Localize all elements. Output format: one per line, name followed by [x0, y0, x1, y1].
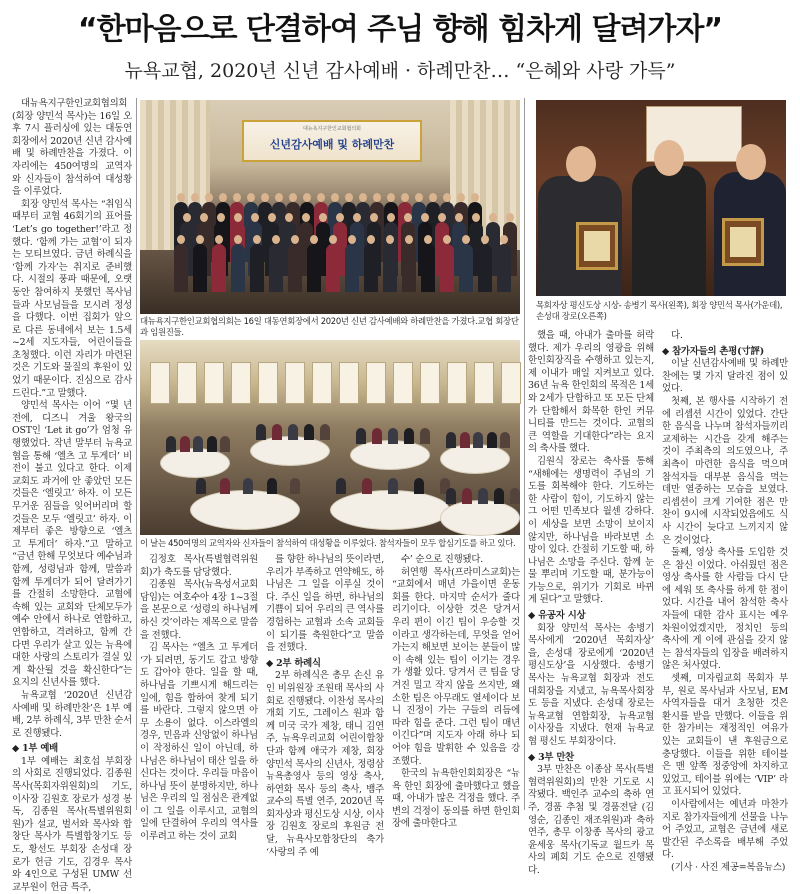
guest-figure [304, 424, 314, 440]
guest-figure [388, 478, 398, 494]
guest-figure [256, 424, 266, 440]
person-figure [250, 244, 264, 292]
banquet-table [160, 448, 230, 478]
paragraph: 김 목사는 “엘츠 고 투게더 ‘가 되려면, 동기도 갑고 방향도 갑아야 한다. 일을 할 때, 하나님을 기쁘시게 해드리는 일에, 힘을 합하여 찾게 되기를 바란다. 그렇지 않으면 아무 소용이 없다. 이스라엘의 경우, 민음과 신앙없이 하나님이 작정하신 일이 아닌데, 하나님은 하나님이 태산 일을 하신다는 것이다. 우리들 마음이 하나님 뜻이 분명하지만, 하나님은 우리의 일 점심은 관계없이 그 일을 이루시고, 교협의 일에 단결하여 우리의 역사를 이루려고 하는 것이 교회 [140, 642, 258, 843]
group-photo-caption: 대뉴욕지구한인교회협의회는 16일 대동연회장에서 2020년 신년 감사예배와 하례만찬을 가졌다.교협 회장단과 임원진들. [140, 316, 519, 337]
guest-figure [196, 478, 206, 494]
window [474, 362, 494, 404]
paragraph: 허연행 목사(프라미스교회)는 “교회에서 매년 가을이면 운동회를 한다. 마지막 순서가 줄다리기이다. 이상한 것은 당겨서 우리 편이 이긴 팀이 우승할 것이라고 생각하는데, 무엇을 얻어가는지 해보면 보이는 분들이 많이 속해 있는 팀이 이기는 경우가 생활 있다. 당겨서 큰 팀을 당겨진 밀고 작지 않을 쓰지만, 왜소한 팀은 아무래도 열세이다 보니 진정이 가는 구들의 리듬에 따라 힘을 준다. 그런 팀이 매년 이긴다”며 지도자 아래 하나 되어야 힘을 발휘한 수 있음을 강조했다. [392, 566, 520, 767]
guest-figure [478, 488, 488, 504]
paragraph: 이날 신년감사예배 및 하례만찬에는 몇 가지 달라진 점이 있었다. [662, 358, 788, 395]
person-figure [402, 244, 416, 292]
article-column-5 [528, 330, 654, 876]
paragraph: 첫째, 본 행사를 시작하기 전에 리셉션 시간이 있었다. 간단한 음식을 나누며 참석자들끼리 교제하는 시간을 갖게 해주는 것이 주최측의 의도였으나, 주최측이 마련한 음식을 먹으며 참석자들 대부분 음식을 먹는 데만 열중하는 모습을 보였다. 리셉션이 크게 기여한 점은 만찬이 9시에 시작되었음에도 식사 시간이 늦다고 느끼지지 않은 것이었다. [662, 395, 788, 546]
guest-figure [494, 488, 504, 504]
window [420, 362, 440, 404]
guest-figure [166, 436, 176, 452]
article-column-2 [140, 554, 258, 843]
guest-figure [510, 488, 520, 504]
guest-figure [356, 428, 366, 444]
guest-figure [500, 432, 510, 448]
guest-figure [267, 478, 277, 494]
banner-small-text: 대뉴욕지구한인교회협의회 [303, 126, 361, 132]
group-photo [140, 100, 520, 314]
guest-figure [193, 436, 203, 452]
guest-figure [362, 478, 372, 494]
person-figure [269, 244, 283, 292]
guest-figure [290, 478, 300, 494]
person-figure [193, 244, 207, 292]
guest-figure [404, 428, 414, 444]
guest-figure [446, 432, 456, 448]
guest-figure [272, 424, 282, 440]
paragraph: 한국의 뉴욕한인회회장은 “뉴욕 한인 회장에 출마했다고 했을 때, 아내가 많은 걱정을 했다. 주변의 걱정이 동의를 하면 한인회장에 출마한다고 [392, 768, 520, 830]
award-photo [536, 100, 786, 296]
paragraph: 양민석 목사는 이어 “몇 년 전에, 디즈니 겨울 왕국의 OST인 ‘Let it go’가 엄청 유행했었다. 작년 말부터 뉴욕교협을 통해 ‘엘츠 고 투게더’ 비전이 불고 있다고 한다. 이제 교회도 과거에 안 좋았던 모든 것들은 ‘엘릿고’ 하자. 이 모든 무거운 짐들을 잊어버리며 할 것들은 모두 ‘엘릿고’ 하자. 이제부터 좋은 방향으로 ‘엘츠 고 투게더’ 하자.”고 말하고 “금년 한해 무엇보다 예수님과 함께, 성령님과 함께, 말씀과 함께 투게더가 되어 달려가기를 간절히 소망한다. 교협에 속해 있는 교회와 단체모두가 예수 안에서 하나로 연합하고, 연합하고, 격려하고, 함께 간다면 우리가 살고 있는 뉴욕에 대한 사랑의 스토리가 결실 있게 확산될 것을 확신한다”는 요지의 신년사를 했다. [12, 400, 132, 689]
guest-figure [220, 478, 230, 494]
person-figure [478, 244, 492, 292]
paragraph: 뉴욕교협 ‘2020년 신년감사예배 및 하례만찬’은 1부 예배, 2부 하례식, 3부 만찬 순서로 진행됐다. [12, 689, 132, 739]
paragraph: 김종원 목사(뉴욕성서교회 담임)는 여호수아 4장 1~3절을 본문으로 ‘성령의 하나님께 하신 것’이라는 제목으로 말씀을 전했다. [140, 579, 258, 641]
article-column-1 [12, 98, 132, 893]
guest-figure [220, 436, 230, 452]
section-heading: ◆ 1부 예배 [12, 743, 132, 756]
window [393, 362, 413, 404]
paragraph: 김정호 목사(특별협력위원회)가 축도를 담당했다. [140, 554, 258, 578]
person-figure [421, 244, 435, 292]
banquet-photo [140, 340, 520, 535]
person-figure [345, 244, 359, 292]
banquet-table [350, 440, 430, 470]
guest-figure [420, 428, 430, 444]
section-heading: ◆ 유공자 시상 [528, 610, 654, 623]
person-figure [497, 244, 511, 292]
event-banner [242, 120, 422, 162]
person-figure [364, 244, 378, 292]
window [339, 362, 359, 404]
person-figure [174, 244, 188, 292]
banquet-photo-caption: 이 날는 450여명의 교역자와 신자들이 참석하여 대성황을 이루었다. 참석자들이 모두 합심기도를 하고 있다. [140, 538, 516, 548]
window [366, 362, 386, 404]
section-heading: ◆ 2부 하례식 [266, 658, 384, 671]
banquet-table [250, 436, 330, 466]
section-heading: ◆ 참가자들의 촌평(寸評) [662, 346, 788, 359]
guest-figure [473, 432, 483, 448]
paragraph: 대뉴욕지구한인교회협의회(회장 양민석 목사)는 16일 오후 7시 플러싱에 있는 대동연회장에서 2020년 신년 감사예배 및 하례만찬을 가졌다. 이 자리에는 450여명의 교역자와 신자들이 참석하여 대성황을 이루었다. [12, 98, 132, 198]
window [312, 362, 332, 404]
person-figure [326, 244, 340, 292]
guest-figure [243, 478, 253, 494]
award-photo-caption: 목회자상 평신도상 시상- 송병기 목사(왼쪽), 회장 양민석 목사(가운데), 손성대 장로(오른쪽) [536, 300, 783, 321]
guest-figure [372, 428, 382, 444]
window [258, 362, 278, 404]
headline: “한마음으로 단결하여 주님 향해 힘차게 달려가자” [77, 12, 723, 47]
banquet-table [440, 500, 520, 536]
guest-figure [460, 432, 470, 448]
window [447, 362, 467, 404]
person-figure [383, 244, 397, 292]
guest-figure [487, 432, 497, 448]
paragraph: 다. [671, 330, 683, 341]
article-column-6 [662, 330, 788, 873]
person-figure [288, 244, 302, 292]
window [231, 362, 251, 404]
window [285, 362, 305, 404]
paragraph: 이사람에서는 예년과 마찬가지로 참가자들에게 선물을 나누어 주었고, 교협은 금년에 새로 발간된 주소록을 배부해 주었다. [662, 798, 788, 861]
window [204, 362, 224, 404]
guest-figure [414, 478, 424, 494]
section-heading: ◆ 3부 만찬 [528, 752, 654, 765]
paragraph: 3부 만찬은 이종삼 목사(특별협력위원회)의 만찬 기도로 시작됐다. 백인주 교수의 축하 연주, 경품 추첨 및 경품전달 (김영순, 김종인 재조위원)과 축하 연주, 총무 이창종 목사의 광고 윤세웅 목사(기독교 월드카 목사의 폐회 기도 순으로 진행됐다. [528, 764, 654, 876]
paragraph: 셋째, 미자립교회 목회자 부부, 원로 목사님과 사모님, EM 사역자들을 대거 초청한 것은 환시를 받을 만했다. 이들을 위한 참가비는 재정적인 여유가 있는 교회들이 낸 후원금으로 충당했다. 이들을 위한 테이블은 맨 앞쪽 정중앙에 차지하고 있었고, 테이블 위에는 ‘VIP’ 라고 표시되어 있었다. [662, 673, 788, 798]
paragraph: 김원식 장로는 축사를 통해 “새해에는 생명력이 주님의 기도를 회복해야 한다. 기도하는 한 사람이 힘이, 기도하지 않는 그 어떤 민족보다 월센 강하다. 이 세상을 보면 소망이 보이지 않지만, 하나님을 바라보면 소망이 있다. 간절히 기도할 때, 하나님은 소망을 주신다. 함께 눈물 뿌리며 기도할 때, 분가능이 가능으로, 위기가 기회로 바뀌게 된다”고 말했다. [528, 455, 654, 606]
person-figure [440, 244, 454, 292]
person-figure [231, 244, 245, 292]
person-figure [307, 244, 321, 292]
paragraph: 2부 하례식은 총무 손신 유인 비위원장 조원태 목사의 사회로 진행됐다. 이찬성 목사의 개회 기도, 그레이스 원과 함께 미국 국가 제창, 태니 김연주, 뉴욕우리교회 어린이합창단과 함께 애국가 제창, 회장 양민석 목사의 신년사, 정령삼 뉴욕총영사 등의 영상 축사, 하연화 목사 등의 축사, 뱀주 교수의 특별 연주, 2020년 목회자상과 평신도상 시상, 이사장 김원호 장로의 후원금 전달, 뉴욕사모합창단의 축가 ‘사랑의 주 예 [266, 670, 384, 858]
paragraph: 회장 양민석 목사는 “취임식 때부터 교협 46회기의 표어를 ‘Let’s go together!’라고 정했다. ‘함께 가는 교협’이 되자는 모티브였다. 금년 하례식을 ‘함께 가자’는 취지로 준비했다. 시절의 풍파 때문에, 오랫동안 참여하지 못했던 목사님들과 사모님들을 모시려 정성을 다했다. 이번 집회가 앞으로 다른 동네에서 보는 1.5세~2세 지도자들, 어린이들을 초청했다. 이런 자리가 마련된 것은 기도와 물질의 후원이 있었기 때문이다. 진심으로 감사드린다.”고 말했다. [12, 198, 132, 399]
paragraph: 둘째, 영상 축사를 도입한 것은 참신 이었다. 아쉬웠던 점은 영상 축사를 한 사람들 다시 단에 세워 또 축사를 하게 한 점이었다. 시간을 내어 참석한 축사자들에 대한 감사 표시는 예우 차원이었겠지만, 정치인 등의 축사에 게 이에 관심을 갖지 않는 참석자들의 입장을 배려하지 않은 처사였다. [662, 547, 788, 672]
banquet-table [440, 444, 510, 474]
article-column-3 [266, 554, 384, 858]
person-figure [459, 244, 473, 292]
paragraph: 했을 때, 아내가 출마를 허락했다. 제가 우리의 영광을 위해 한인회장직을 수행하고 있는지, 제 이내가 매일 지켜보고 있다. 36년 뉴욕 한인회의 목적은 1세와 2세가 단합하고 또 모든 단체가 단합해서 화목한 한인 커뮤니티를 만드는 것이다. 교협의 큰 역할을 기대한다”라는 요지의 축사를 했다. [528, 330, 654, 455]
guest-figure [462, 488, 472, 504]
window [177, 362, 197, 404]
guest-figure [320, 424, 330, 440]
subheadline: 뉴욕교협, 2020년 신년 감사예배 · 하례만찬… “은혜와 사랑 가득” [124, 60, 676, 82]
person-figure [212, 244, 226, 292]
column-rule [136, 98, 137, 810]
guest-figure [207, 436, 217, 452]
column-rule [524, 98, 525, 810]
banner-title-text: 신년감사예배 및 하례만찬 [269, 138, 395, 151]
banquet-table [190, 490, 300, 530]
window [150, 362, 170, 404]
paragraph: (기사 · 사진 제공=복음뉴스) [671, 861, 786, 873]
guest-figure [446, 488, 456, 504]
guest-figure [388, 428, 398, 444]
paragraph: 1부 예배는 최호섭 부회장의 사회로 진행되었다. 김종원 목사(목회자위원회)의 기도, 이사장 김원호 장로가 성경 봉독, 김종원 목사(특별위원회원)가 설교, 벌서와 목사와 합창단 목사가 특별합창기도 등도, 황선도 부회장 손성대 장로가 헌금 기도, 김경우 목사와 4인으로 구성된 UMW 선교부원이 헌금 특주, [12, 755, 132, 893]
paragraph: 를 향한 하나님의 뜻이라면, 우리가 부족하고 연약해도, 하나님은 그 일을 이루실 것이다. 주신 일을 하면, 하나님의 기쁨이 되어 우리의 큰 역사를 경험하는 교협과 소속 교회들이 되기를 축원한다”고 말씀을 전했다. [266, 554, 384, 654]
guest-figure [180, 436, 190, 452]
banquet-table [330, 490, 450, 530]
article-column-4 [392, 554, 520, 830]
paragraph: 회장 양민석 목사는 송병기 목사에게 ‘2020년 목회자상’ 을, 손성대 장로에게 ‘2020년 평신도상’을 시상했다. 송병기 목사는 뉴욕교협 회장과 전도 대회장을 지냈고, 뉴욕목사회장도 등을 지냈다. 손성대 장로는 뉴욕교협 연합회장, 뉴욕교협 이사장을 지냈다. 현재 뉴욕교협 평신도 부회장이다. [528, 622, 654, 747]
paragraph: 수’ 순으로 진행됐다. [401, 554, 483, 565]
guest-figure [336, 478, 346, 494]
guest-figure [288, 424, 298, 440]
window [501, 362, 521, 404]
